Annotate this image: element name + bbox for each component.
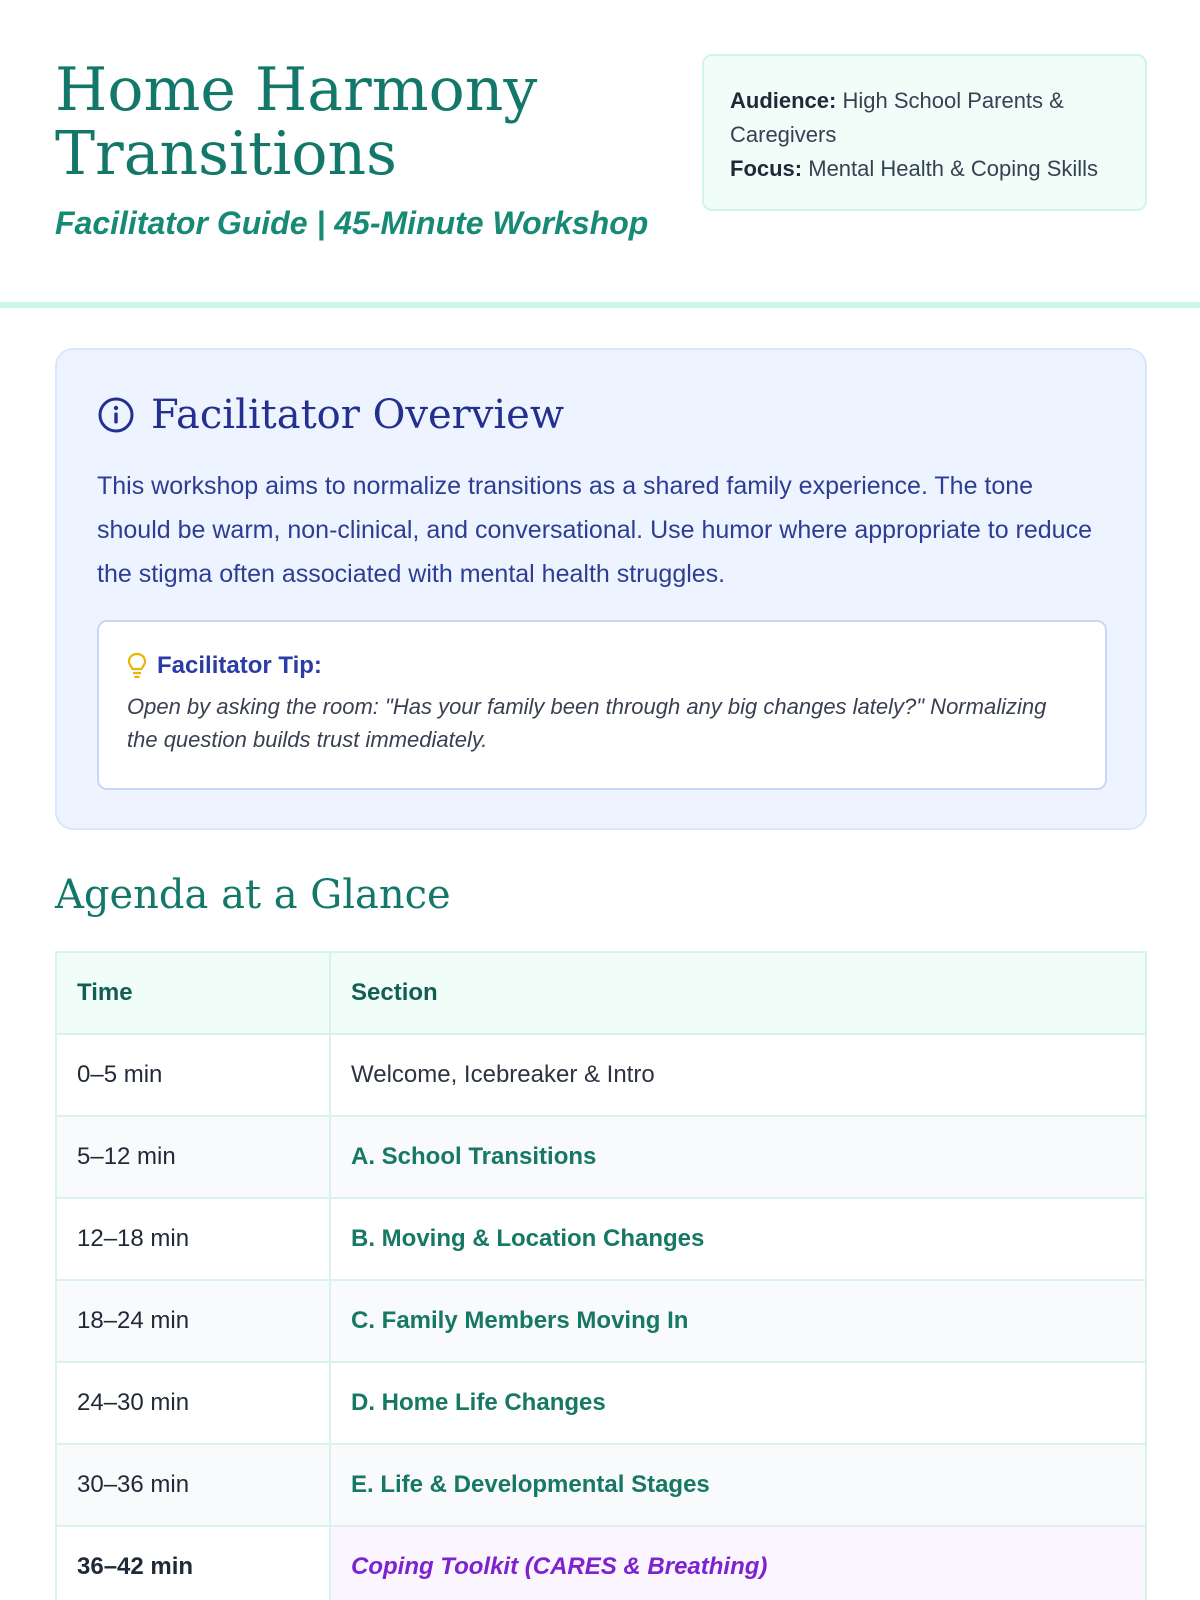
agenda-time: 30–36 min bbox=[56, 1444, 330, 1526]
overview-text: This workshop aims to normalize transitions as a shared family experience. The tone should be warm, non-clinical, and conversational. Use humor where appropriate to reduce the stigma often associated with mental health struggles. bbox=[97, 472, 1092, 588]
overview-header bbox=[97, 392, 564, 438]
column-header-section: Section bbox=[330, 952, 1146, 1034]
tip-header bbox=[127, 652, 1077, 680]
agenda-time: 36–42 min bbox=[56, 1526, 330, 1600]
facilitator-tip-box bbox=[97, 620, 1107, 790]
audience-focus-box bbox=[702, 54, 1147, 211]
table-row bbox=[56, 1444, 1146, 1526]
agenda-title: Agenda at a Glance bbox=[55, 872, 451, 918]
audience-line bbox=[730, 84, 1119, 152]
agenda-section: Coping Toolkit (CARES & Breathing) bbox=[330, 1526, 1146, 1600]
agenda-section: C. Family Members Moving In bbox=[330, 1280, 1146, 1362]
tip-label: Facilitator Tip: bbox=[157, 652, 322, 679]
agenda-time: 0–5 min bbox=[56, 1034, 330, 1116]
agenda-time: 24–30 min bbox=[56, 1362, 330, 1444]
facilitator-overview-card bbox=[55, 348, 1147, 830]
column-header-time: Time bbox=[56, 952, 330, 1034]
audience-value: High School Parents & Caregivers bbox=[730, 88, 1064, 147]
lightbulb-icon bbox=[127, 652, 147, 680]
tip-text: Open by asking the room: "Has your family been through any big changes lately?" Normalizing the question builds trust immediately. bbox=[127, 694, 1047, 752]
table-row bbox=[56, 1116, 1146, 1198]
agenda-section: E. Life & Developmental Stages bbox=[330, 1444, 1146, 1526]
page-subtitle: Facilitator Guide | 45-Minute Workshop bbox=[55, 205, 649, 241]
agenda-time: 12–18 min bbox=[56, 1198, 330, 1280]
audience-label: Audience: bbox=[730, 88, 837, 113]
agenda-section: Welcome, Icebreaker & Intro bbox=[330, 1034, 1146, 1116]
agenda-header-row bbox=[56, 952, 1146, 1034]
page-title: Home Harmony Transitions bbox=[55, 55, 538, 189]
agenda-section: D. Home Life Changes bbox=[330, 1362, 1146, 1444]
focus-value: Mental Health & Coping Skills bbox=[808, 156, 1099, 181]
table-row-highlighted bbox=[56, 1526, 1146, 1600]
agenda-time: 5–12 min bbox=[56, 1116, 330, 1198]
agenda-time: 18–24 min bbox=[56, 1280, 330, 1362]
focus-label: Focus: bbox=[730, 156, 803, 181]
table-row bbox=[56, 1280, 1146, 1362]
table-row bbox=[56, 1034, 1146, 1116]
agenda-section: B. Moving & Location Changes bbox=[330, 1198, 1146, 1280]
overview-title: Facilitator Overview bbox=[151, 392, 565, 438]
agenda-section: A. School Transitions bbox=[330, 1116, 1146, 1198]
header bbox=[0, 0, 1200, 308]
agenda-table bbox=[55, 951, 1147, 1600]
table-row bbox=[56, 1362, 1146, 1444]
info-circle-icon bbox=[97, 396, 135, 434]
table-row bbox=[56, 1198, 1146, 1280]
focus-line bbox=[730, 152, 1119, 186]
